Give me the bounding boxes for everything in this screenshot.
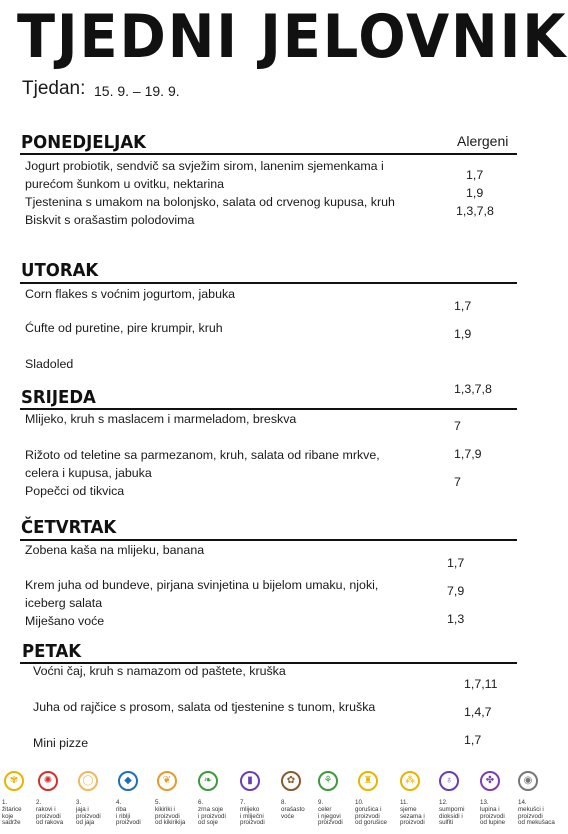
mustard-icon: ♜ bbox=[358, 771, 378, 791]
legend-label: 13. lupina i proizvodi od lupine bbox=[480, 799, 506, 827]
celery-icon: ⚘ bbox=[318, 771, 338, 791]
meal-line: Miješano voće bbox=[25, 614, 105, 628]
peanut-icon: ❦ bbox=[157, 771, 177, 791]
legend-label: 5. kikiriki i proizvodi od kikirikija bbox=[155, 799, 186, 827]
milk-icon: ▮ bbox=[240, 771, 260, 791]
meal-line: Rižoto od teletine sa parmezanom, kruh, salata od ribane mrkve, bbox=[25, 448, 380, 462]
lupin-icon: ✤ bbox=[480, 771, 500, 791]
legend-label: 11. sjeme sezama i proizvodi bbox=[400, 799, 425, 827]
allergens-header: Alergeni bbox=[457, 133, 509, 149]
meal-line: Popečci od tikvica bbox=[25, 484, 125, 498]
meal-line: Mlijeko, kruh s maslacem i marmeladom, breskva bbox=[25, 412, 297, 426]
allergen-code: 1,3,7,8 bbox=[456, 204, 494, 218]
crab-icon: ✺ bbox=[38, 771, 58, 791]
meal-line: Ćufte od puretine, pire krumpir, kruh bbox=[25, 321, 223, 335]
allergen-code: 7 bbox=[454, 419, 461, 433]
allergen-code: 7 bbox=[454, 475, 461, 489]
allergen-code: 1,3,7,8 bbox=[454, 382, 492, 396]
allergen-code: 1,7 bbox=[466, 168, 484, 182]
nut-icon: ✿ bbox=[281, 771, 301, 791]
day-heading-thursday: ČETVRTAK bbox=[21, 517, 117, 538]
legend-label: 1. žitarice koje sadrže bbox=[2, 799, 22, 827]
legend-label: 2. rakovi i proizvodi od rakova bbox=[36, 799, 64, 827]
day-heading-wednesday: SRIJEDA bbox=[21, 387, 96, 408]
day-heading-monday: PONEDJELJAK bbox=[21, 132, 146, 153]
allergen-code: 1,7,11 bbox=[464, 677, 498, 691]
sesame-icon: ⁂ bbox=[400, 771, 420, 791]
meal-line: Biskvit s orašastim polodovima bbox=[25, 213, 195, 227]
allergen-code: 7,9 bbox=[447, 584, 465, 598]
allergen-legend bbox=[0, 768, 568, 834]
day-heading-friday: PETAK bbox=[22, 641, 82, 662]
egg-icon: ◯ bbox=[78, 771, 98, 791]
allergen-code: 1,7,9 bbox=[454, 447, 482, 461]
allergen-code: 1,9 bbox=[454, 327, 472, 341]
allergen-code: 1,7 bbox=[447, 556, 465, 570]
legend-label: 14. mekušci i proizvodi od mekušaca bbox=[518, 799, 555, 827]
meal-line: Tjestenina s umakom na bolonjsko, salata od crvenog kupusa, kruh bbox=[25, 195, 395, 209]
meal-line: Juha od rajčice s prosom, salata od tjestenine s tunom, kruška bbox=[33, 700, 376, 714]
allergen-code: 1,7 bbox=[464, 733, 482, 747]
meal-line: Jogurt probiotik, sendvič sa svježim sirom, lanenim sjemenkama i bbox=[25, 159, 384, 173]
meal-line: celera i kupusa, jabuka bbox=[25, 466, 152, 480]
meal-line: Voćni čaj, kruh s namazom od paštete, kruška bbox=[33, 664, 286, 678]
week-dates: 15. 9. – 19. 9. bbox=[94, 83, 180, 99]
allergen-code: 1,4,7 bbox=[464, 705, 492, 719]
mollusc-icon: ◉ bbox=[518, 771, 538, 791]
legend-label: 12. sumporni dioksidi i sulfiti bbox=[439, 799, 465, 827]
legend-label: 10. gorušica i proizvodi od gorušice bbox=[355, 799, 387, 827]
meal-line: Krem juha od bundeve, pirjana svinjetina u bijelom umaku, njoki, bbox=[25, 578, 379, 592]
fish-icon: ◆ bbox=[118, 771, 138, 791]
page-title: TJEDNI JELOVNIK bbox=[17, 2, 568, 72]
week-label: Tjedan: bbox=[22, 78, 86, 99]
divider bbox=[20, 282, 517, 284]
allergen-code: 1,9 bbox=[466, 186, 484, 200]
allergen-code: 1,7 bbox=[454, 299, 472, 313]
meal-line: Zobena kaša na mlijeku, banana bbox=[25, 543, 205, 557]
legend-label: 7. mlijeko i mliječni proizvodi bbox=[240, 799, 265, 827]
allergen-code: 1,3 bbox=[447, 612, 465, 626]
legend-label: 4. riba i riblji proizvodi bbox=[116, 799, 141, 827]
sulphite-icon: ♁ bbox=[439, 771, 459, 791]
soy-icon: ❧ bbox=[198, 771, 218, 791]
day-heading-tuesday: UTORAK bbox=[21, 260, 99, 281]
meal-line: Corn flakes s voćnim jogurtom, jabuka bbox=[25, 287, 236, 301]
meal-line: Mini pizze bbox=[33, 736, 89, 750]
wheat-icon: ✾ bbox=[4, 771, 24, 791]
legend-label: 8. orašasto voće bbox=[281, 799, 305, 820]
meal-line: Sladoled bbox=[25, 357, 74, 371]
meal-line: iceberg salata bbox=[25, 596, 103, 610]
meal-line: purećom šunkom u ovitku, nektarina bbox=[25, 177, 225, 191]
legend-label: 3. jaja i proizvodi od jaja bbox=[76, 799, 101, 827]
divider bbox=[20, 153, 517, 155]
legend-label: 6. zrna soje i proizvodi od soje bbox=[198, 799, 226, 827]
legend-label: 9. celer i njegovi proizvodi bbox=[318, 799, 343, 827]
